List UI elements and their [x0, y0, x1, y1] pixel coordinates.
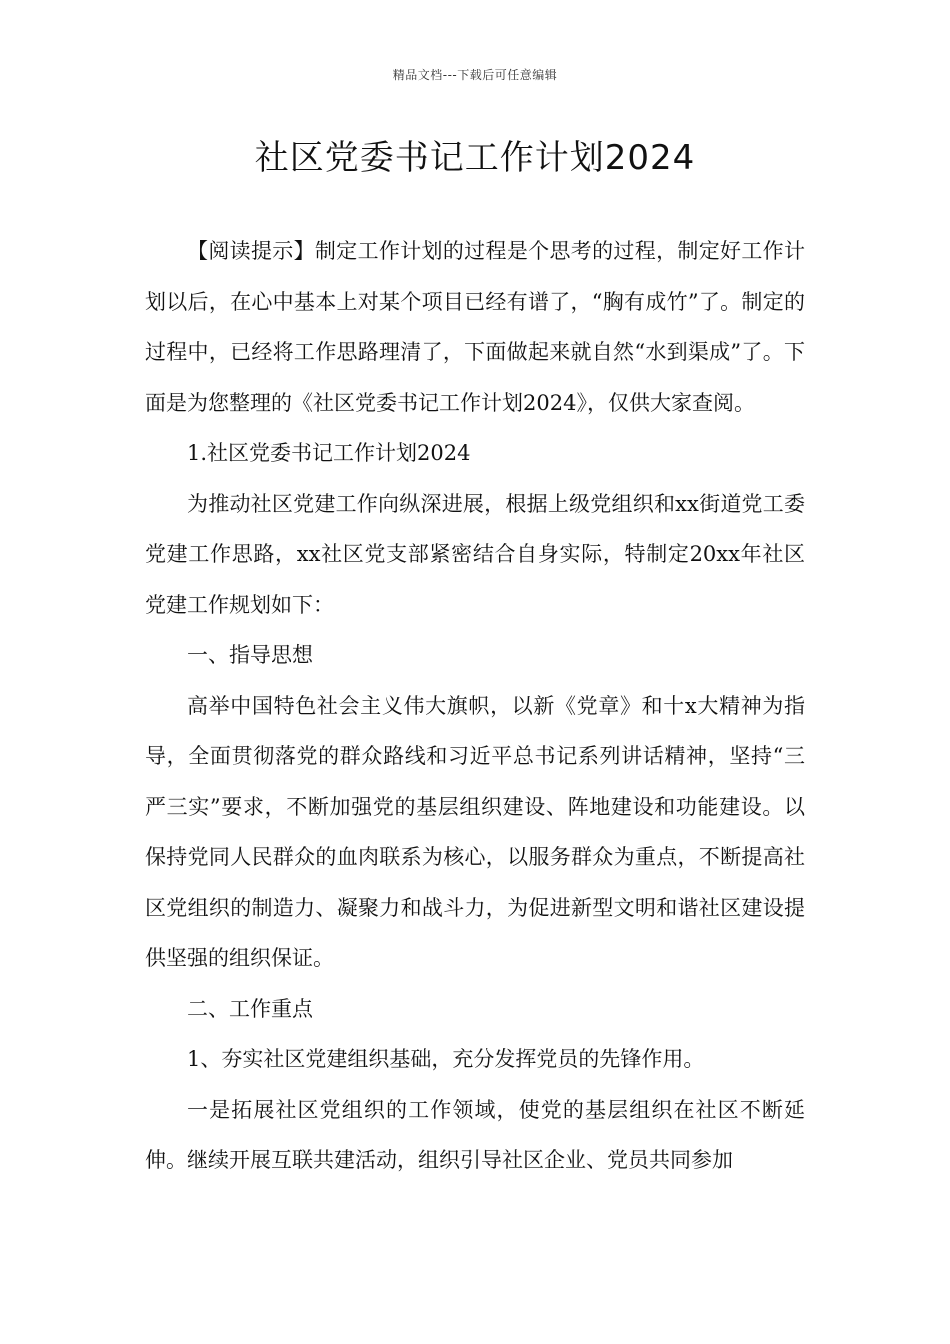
document-title: 社区党委书记工作计划2024 — [254, 138, 696, 178]
paragraph-heading-work-focus: 二、工作重点 — [187, 996, 313, 1021]
header-note: 精品文档---下载后可任意编辑 — [392, 68, 558, 82]
paragraph-focus-item-1-detail: 一是拓展社区党组织的工作领域，使党的基层组织在社区不断延伸。继续开展互联共建活动，组织引导社区企业、党员共同参加 — [145, 1097, 805, 1172]
document-body — [145, 226, 805, 1186]
paragraph-intro: 为推动社区党建工作向纵深进展，根据上级党组织和xx街道党工委党建工作思路，xx社区党支部紧密结合自身实际，特制定20xx年社区党建工作规划如下： — [145, 491, 805, 617]
paragraph-section-heading: 1.社区党委书记工作计划2024 — [187, 441, 471, 465]
paragraph-heading-guiding-thought: 一、指导思想 — [187, 643, 313, 667]
paragraph-guiding-thought: 高举中国特色社会主义伟大旗帜，以新《党章》和十x大精神为指导，全面贯彻落党的群众路线和习近平总书记系列讲话精神，坚持“三严三实”要求，不断加强党的基层组织建设、阵地建设和功能建设。以保持党同人民群众的血肉联系为核心，以服务群众为重点，不断提高社区党组织的制造力、凝聚力和战斗力，为促进新型文明和谐社区建设提供坚强的组织保证。 — [145, 693, 805, 970]
paragraph-focus-item-1: 1、夯实社区党建组织基础，充分发挥党员的先锋作用。 — [187, 1047, 705, 1071]
paragraph-reading-tip: 【阅读提示】制定工作计划的过程是个思考的过程，制定好工作计划以后，在心中基本上对某个项目已经有谱了，“胸有成竹”了。制定的过程中，已经将工作思路理清了，下面做起来就自然“水到渠成”了。下面是为您整理的《社区党委书记工作计划2024》，仅供大家查阅。 — [145, 239, 805, 415]
